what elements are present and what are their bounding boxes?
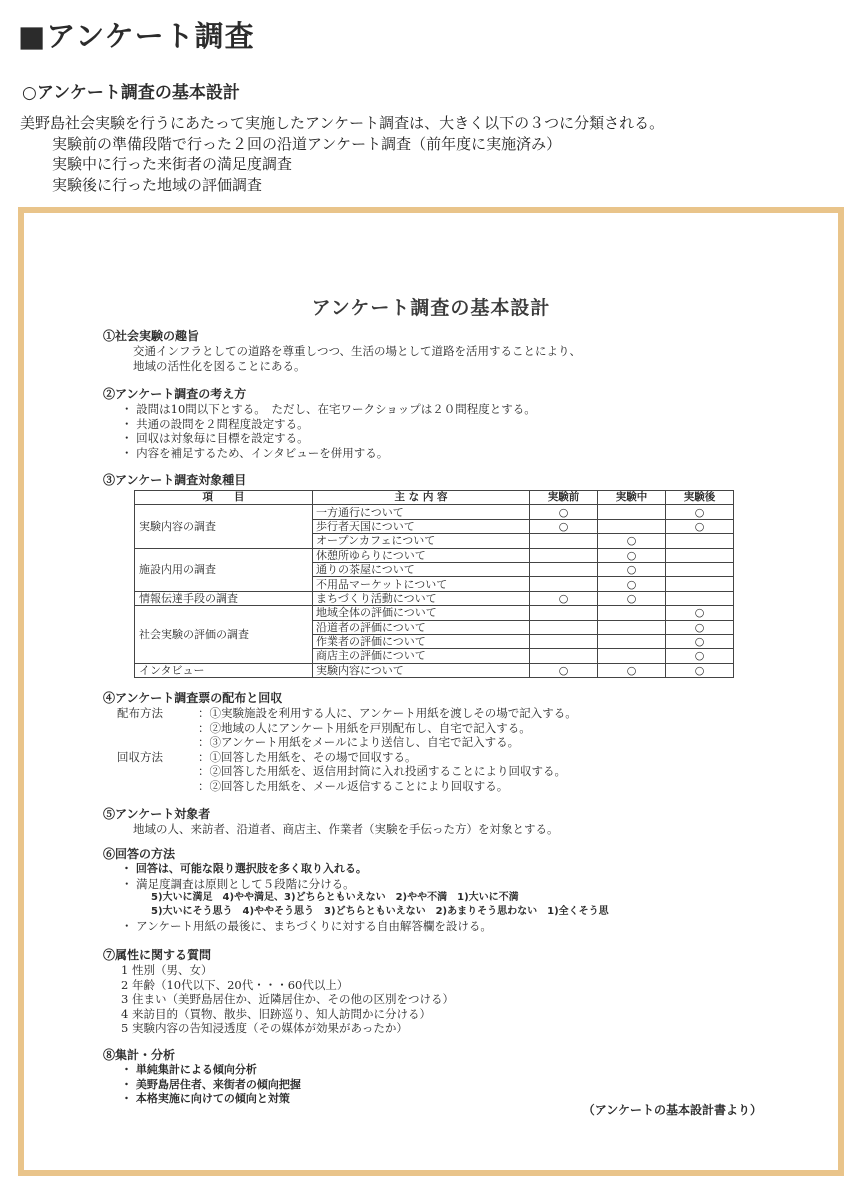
section-respondents	[103, 807, 783, 837]
intro-item: 実験後に行った地域の評価調査	[52, 175, 263, 194]
section-heading: ②アンケート調査の考え方	[103, 387, 247, 401]
text-line: ・ 設問は10問以下とする。 ただし、在宅ワークショップは２０問程度とする。	[121, 402, 536, 416]
list-item: 5 実験内容の告知浸透度（その媒体が効果があったか）	[121, 1021, 408, 1036]
text-line: ・ 回収は対象毎に目標を設定する。	[121, 431, 309, 446]
section-heading: ⑧集計・分析	[103, 1048, 176, 1062]
survey-table	[134, 490, 734, 678]
row-label: 配布方法	[117, 706, 163, 720]
intro-text	[20, 113, 664, 195]
list-item: 3 住まい（美野島居住か、近隣居住か、その他の区別をつける）	[121, 992, 454, 1007]
mark-cell	[666, 548, 734, 562]
column-header: 項 目	[135, 491, 313, 505]
intro-lead: 美野島社会実験を行うにあたって実施したアンケート調査は、大きく以下の３つに分類される。	[20, 114, 665, 132]
row-label	[103, 735, 198, 750]
row-label	[103, 721, 198, 736]
mark-cell: ○	[666, 634, 734, 648]
row-label	[103, 764, 198, 779]
section-approach	[103, 387, 783, 460]
distribution-row	[103, 735, 783, 750]
mark-cell: ○	[666, 620, 734, 634]
table-header-row	[135, 491, 734, 505]
content-cell: 通りの茶屋について	[313, 562, 530, 576]
section-heading: ⑤アンケート対象者	[103, 807, 211, 821]
mark-cell	[530, 562, 598, 576]
row-text: ：③アンケート用紙をメールにより送信し、自宅で記入する。	[198, 735, 520, 750]
content-cell: 一方通行について	[313, 505, 530, 519]
mark-cell: ○	[598, 534, 666, 548]
content-cell: 沿道者の評価について	[313, 620, 530, 634]
text-line: 地域の活性化を図ることにある。	[133, 358, 306, 373]
section-heading: ⑦属性に関する質問	[103, 948, 212, 962]
column-header: 主 な 内 容	[313, 491, 530, 505]
row-label: 回収方法	[117, 749, 163, 764]
mark-cell: ○	[598, 562, 666, 576]
mark-cell	[598, 606, 666, 620]
mark-cell	[666, 591, 734, 605]
mark-cell: ○	[666, 519, 734, 533]
column-header: 実験中	[598, 491, 666, 505]
row-text: ：①実験施設を利用する人に、アンケート用紙を渡しその場で記入する。	[198, 706, 577, 720]
category-cell: 社会実験の評価の調査	[135, 606, 313, 664]
section-distribution	[103, 691, 783, 794]
mark-cell: ○	[598, 591, 666, 605]
mark-cell	[530, 548, 598, 562]
mark-cell	[598, 519, 666, 533]
row-text: ：②地域の人にアンケート用紙を戸別配布し、自宅で記入する。	[198, 720, 531, 735]
distribution-row	[103, 706, 783, 721]
scale-line: 5)大いに満足 4)やや満足、3)どちらともいえない 2)やや不満 1)大いに不満	[151, 892, 519, 904]
list-item: 2 年齢（10代以下、20代・・・60代以上）	[121, 977, 349, 992]
mark-cell: ○	[530, 505, 598, 519]
section-heading: ④アンケート調査票の配布と回収	[103, 691, 283, 705]
list-item: 4 来訪目的（買物、散歩、旧跡巡り、知人訪問かに分ける）	[121, 1006, 431, 1021]
content-cell: 実験内容について	[313, 663, 530, 677]
mark-cell	[666, 534, 734, 548]
mark-cell	[598, 634, 666, 648]
content-cell: まちづくり活動について	[313, 591, 530, 605]
table-row	[135, 663, 734, 677]
document-title: アンケート調査の基本設計	[311, 297, 551, 319]
row-text: ：②回答した用紙を、メール返信することにより回収する。	[198, 778, 509, 793]
source-note: （アンケートの基本設計書より）	[582, 1103, 762, 1117]
column-header: 実験後	[666, 491, 734, 505]
distribution-row	[103, 721, 783, 736]
content-cell: 休憩所ゆらりについて	[313, 548, 530, 562]
content-cell: オープンカフェについて	[313, 534, 530, 548]
row-label	[103, 779, 198, 794]
section-attributes	[103, 948, 783, 1036]
category-cell: 実験内容の調査	[135, 505, 313, 548]
section-heading: ①社会実験の趣旨	[103, 329, 200, 343]
section-heading: ○アンケート調査の基本設計	[22, 83, 240, 103]
text-line: 地域の人、来訪者、沿道者、商店主、作業者（実験を手伝った方）を対象とする。	[133, 822, 559, 836]
table-row	[135, 606, 734, 620]
text-line: ・ 共通の設問を２問程度設定する。	[121, 416, 309, 431]
section-targets	[103, 473, 783, 488]
mark-cell: ○	[530, 591, 598, 605]
mark-cell	[598, 649, 666, 663]
content-cell: 地域全体の評価について	[313, 606, 530, 620]
scale-line: 5)大いにそう思う 4)ややそう思う 3)どちらともいえない 2)あまりそう思わない 1)全くそう思	[151, 906, 609, 918]
content-cell: 作業者の評価について	[313, 634, 530, 648]
category-cell: 施設内用の調査	[135, 548, 313, 591]
content-cell: 商店主の評価について	[313, 649, 530, 663]
section-purpose	[103, 329, 783, 373]
table-row	[135, 505, 734, 519]
mark-cell	[598, 620, 666, 634]
mark-cell	[530, 534, 598, 548]
mark-cell	[598, 505, 666, 519]
mark-cell: ○	[598, 548, 666, 562]
embedded-document	[18, 207, 844, 1176]
text-line: 交通インフラとしての道路を尊重しつつ、生活の場として道路を活用することにより、	[133, 344, 582, 358]
text-line: ・ 内容を補足するため、インタビューを併用する。	[121, 445, 389, 460]
category-cell: インタビュー	[135, 663, 313, 677]
mark-cell: ○	[530, 519, 598, 533]
mark-cell	[530, 634, 598, 648]
mark-cell: ○	[530, 663, 598, 677]
text-line: ・ 満足度調査は原則として５段階に分ける。	[121, 876, 355, 891]
content-cell: 歩行者天国について	[313, 519, 530, 533]
list-item: 1 性別（男、女）	[121, 963, 213, 977]
mark-cell: ○	[598, 663, 666, 677]
list-item: ・ 美野島居住者、来街者の傾向把握	[121, 1077, 301, 1091]
table-row	[135, 548, 734, 562]
list-item: ・ 単純集計による傾向分析	[121, 1063, 257, 1076]
text-line: ・ 回答は、可能な限り選択肢を多く取り入れる。	[121, 862, 367, 875]
row-text: ：②回答した用紙を、返信用封筒に入れ投函することにより回収する。	[198, 764, 566, 779]
mark-cell: ○	[666, 606, 734, 620]
section-heading: ⑥回答の方法	[103, 847, 176, 861]
collection-row	[103, 764, 783, 779]
table-row	[135, 591, 734, 605]
mark-cell: ○	[666, 505, 734, 519]
row-text: ：①回答した用紙を、その場で回収する。	[198, 749, 417, 764]
mark-cell: ○	[666, 649, 734, 663]
page-title: ■アンケート調査	[18, 19, 255, 53]
mark-cell: ○	[598, 577, 666, 591]
mark-cell	[530, 577, 598, 591]
mark-cell	[530, 649, 598, 663]
intro-item: 実験中に行った来街者の満足度調査	[52, 155, 293, 173]
section-heading: ③アンケート調査対象種目	[103, 473, 247, 487]
mark-cell	[666, 562, 734, 576]
column-header: 実験前	[530, 491, 598, 505]
text-line: ・ アンケート用紙の最後に、まちづくりに対する自由解答欄を設ける。	[121, 919, 492, 934]
list-item: ・ 本格実施に向けての傾向と対策	[121, 1092, 290, 1106]
section-answer-method	[103, 847, 783, 934]
section-analysis	[103, 1048, 783, 1107]
category-cell: 情報伝達手段の調査	[135, 591, 313, 605]
collection-row	[103, 779, 783, 794]
content-cell: 不用品マーケットについて	[313, 577, 530, 591]
intro-item: 実験前の準備段階で行った２回の沿道アンケート調査（前年度に実施済み）	[52, 134, 562, 153]
mark-cell	[666, 577, 734, 591]
mark-cell: ○	[666, 663, 734, 677]
mark-cell	[530, 620, 598, 634]
collection-row	[103, 750, 783, 765]
mark-cell	[530, 606, 598, 620]
